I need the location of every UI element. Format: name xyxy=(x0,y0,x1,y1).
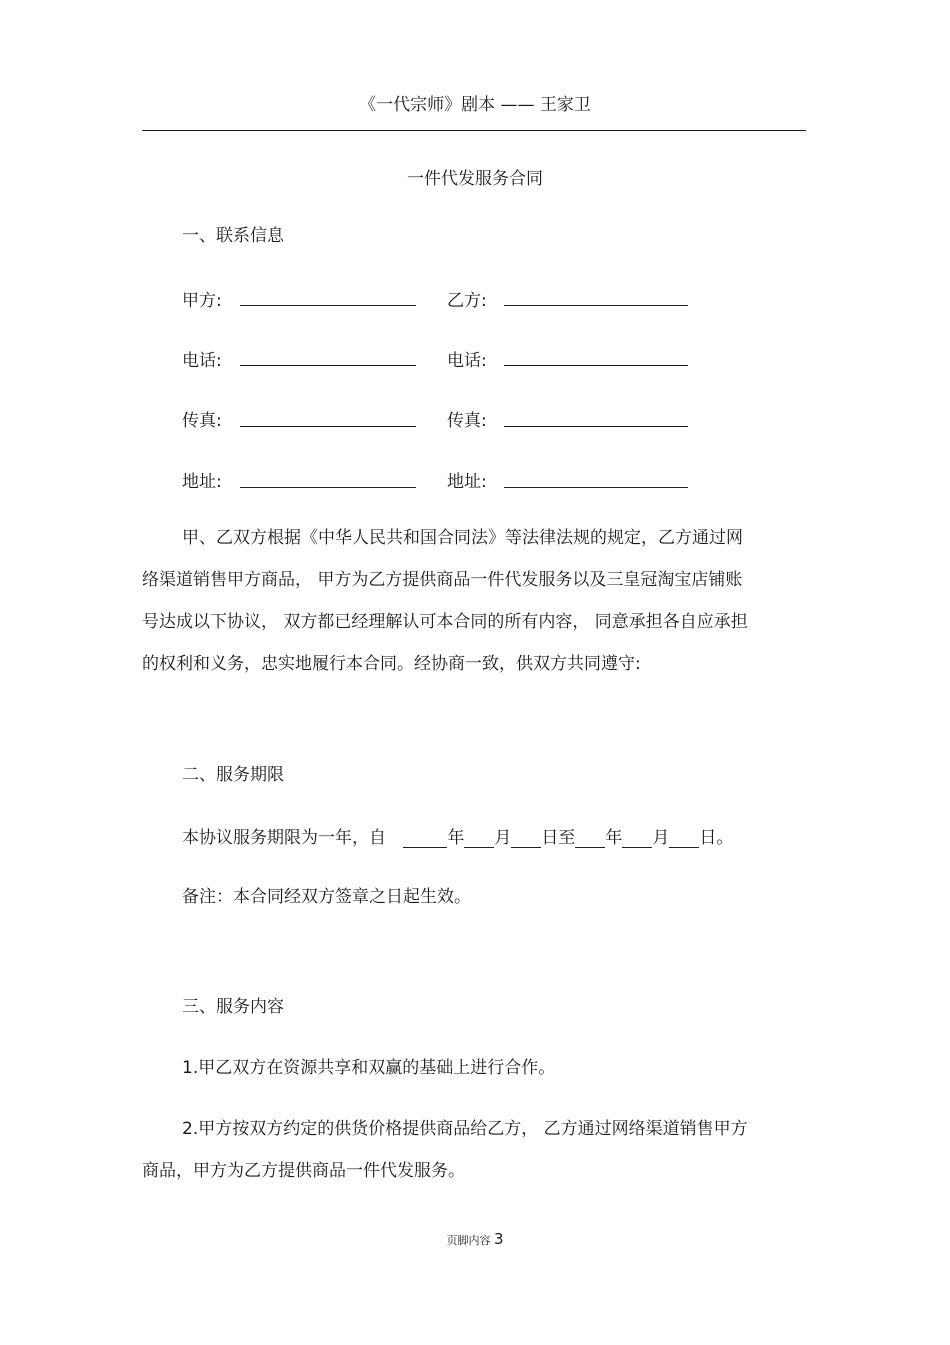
running-header-title: 《一代宗师》剧本 —— 王家卫 xyxy=(359,95,591,115)
service-item-2 xyxy=(142,1108,806,1192)
intro-line-4: 的权利和义务，忠实地履行本合同。经协商一致，供双方共同遵守: xyxy=(142,654,641,674)
service-item-2-line-2: 商品，甲方为乙方提供商品一件代发服务。 xyxy=(142,1161,465,1181)
address-a-blank xyxy=(240,487,416,488)
service-item-2-line-1: 2.甲方按双方约定的供货价格提供商品给乙方， 乙方通过网络渠道销售甲方 xyxy=(182,1119,748,1139)
page-footer xyxy=(0,1230,950,1248)
phone-b-blank xyxy=(504,365,688,366)
section2-heading: 二、服务期限 xyxy=(182,765,284,785)
section3-heading: 三、服务内容 xyxy=(182,997,284,1017)
fax-b-label: 传真: xyxy=(447,411,487,431)
page-number: 3 xyxy=(493,1230,504,1248)
fax-a-label: 传真: xyxy=(182,411,222,431)
start-month-blank xyxy=(464,827,494,848)
party-a-label: 甲方: xyxy=(182,291,222,311)
effective-note: 备注：本合同经双方签章之日起生效。 xyxy=(182,887,471,907)
party-b-blank xyxy=(504,305,688,306)
term-day-1: 日至 xyxy=(541,828,576,848)
start-day-blank xyxy=(511,827,541,848)
party-b-label: 乙方: xyxy=(447,291,487,311)
footer-label: 页脚内容 xyxy=(446,1234,491,1247)
term-month-2: 月 xyxy=(652,828,670,848)
service-item-1: 1.甲乙双方在资源共享和双赢的基础上进行合作。 xyxy=(182,1058,556,1078)
term-prefix: 本协议服务期限为一年，自 xyxy=(182,828,386,848)
term-year-1: 年 xyxy=(447,828,465,848)
address-b-label: 地址: xyxy=(447,472,487,492)
section1-heading: 一、联系信息 xyxy=(182,226,284,246)
document-title: 一件代发服务合同 xyxy=(407,169,543,189)
intro-line-1: 甲、乙双方根据《中华人民共和国合同法》等法律法规的规定，乙方通过网 xyxy=(182,528,743,548)
term-month-1: 月 xyxy=(494,828,512,848)
end-day-blank xyxy=(669,827,699,848)
phone-a-label: 电话: xyxy=(182,351,222,371)
term-year-2: 年 xyxy=(605,828,623,848)
service-term-line xyxy=(182,827,733,848)
header-divider xyxy=(142,130,806,131)
address-a-label: 地址: xyxy=(182,472,222,492)
intro-line-2: 络渠道销售甲方商品， 甲方为乙方提供商品一件代发服务以及三皇冠淘宝店铺账 xyxy=(142,570,743,590)
start-year-blank xyxy=(403,827,447,848)
address-b-blank xyxy=(504,487,688,488)
term-day-2: 日。 xyxy=(699,828,734,848)
end-year-blank xyxy=(575,827,605,848)
phone-a-blank xyxy=(240,365,416,366)
end-month-blank xyxy=(622,827,652,848)
fax-b-blank xyxy=(504,426,688,427)
party-a-blank xyxy=(240,305,416,306)
intro-paragraph xyxy=(142,517,806,685)
fax-a-blank xyxy=(240,426,416,427)
intro-line-3: 号达成以下协议， 双方都已经理解认可本合同的所有内容， 同意承担各自应承担 xyxy=(142,612,748,632)
phone-b-label: 电话: xyxy=(447,351,487,371)
